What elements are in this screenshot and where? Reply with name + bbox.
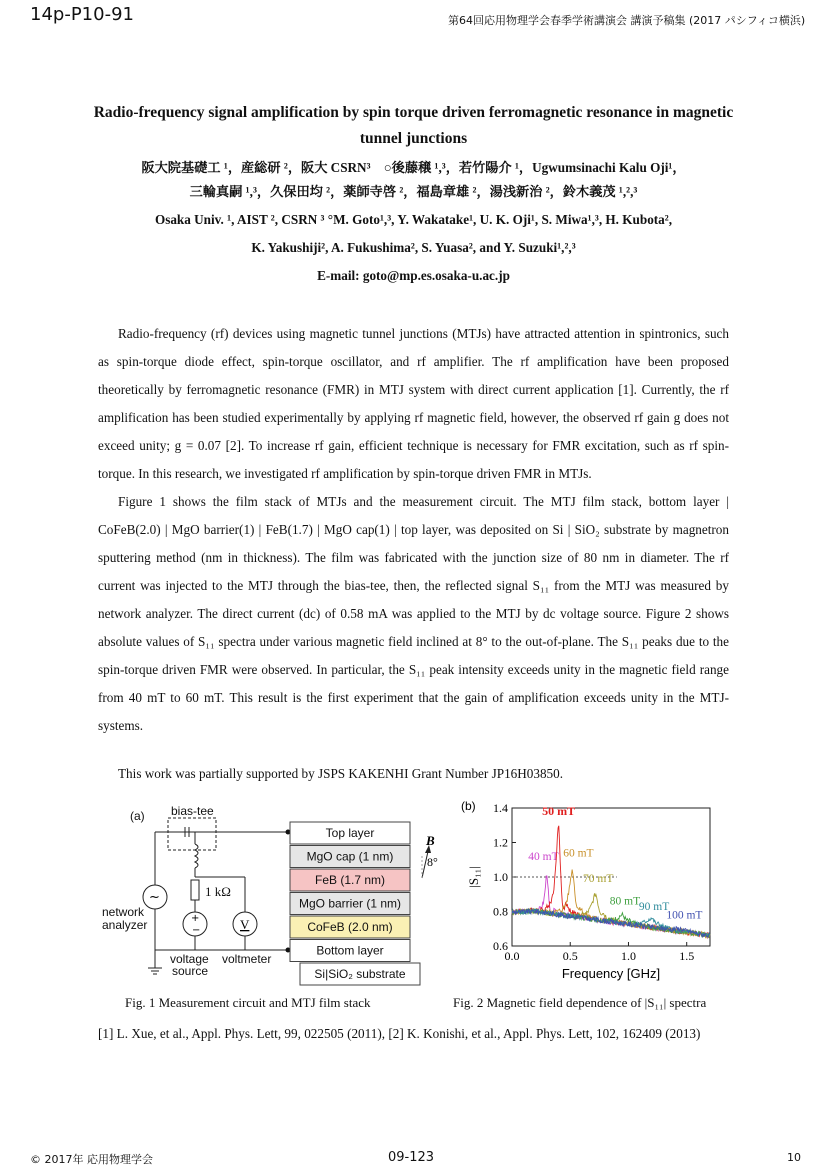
x-tick-label: 0.0 <box>504 949 520 963</box>
series-label: 100 mT <box>666 909 703 922</box>
authors-en-line2: K. Yakushiji², A. Fukushima², S. Yuasa², and Y. Suzuki¹,²,³ <box>251 240 576 255</box>
field-label: B <box>426 833 435 848</box>
layer-label-5: Bottom layer <box>316 943 384 958</box>
bias-tee-box <box>168 818 216 850</box>
film-stack <box>290 822 420 985</box>
conference-header: 第64回応用物理学会春季学術講演会 講演予稿集 (2017 パシフィコ横浜) <box>448 14 806 27</box>
plus-symbol: + <box>191 913 200 924</box>
fig1-panel-label: (a) <box>130 809 145 823</box>
body-text <box>98 320 729 740</box>
layer-label-6: Si|SiO₂ substrate <box>314 967 406 981</box>
angle-label: 8° <box>427 855 438 869</box>
paragraph-1: Radio-frequency (rf) devices using magnetic tunnel junctions (MTJs) have attracted attention in spintronics, such as spin-torque diode effect, spin-torque oscillator, and rf amplifier. The rf amplification have been proposed theoretically by ferromagnetic resonance (FMR) in MTJ system with direct current application [1]. Currently, the rf amplification has been studied experimentally by applying rf magnetic field, however, the observed rf gain g does not exceed unity; g = 0.07 [2]. To increase rf gain, efficient technique is necessary for FMR excitation, such as rf spin-torque. In this research, we investigated rf amplification by spin-torque driven FMR in MTJs. <box>98 326 729 481</box>
ac-source-symbol: ~ <box>149 890 160 905</box>
s11-chart <box>466 801 710 981</box>
network-analyzer-label-line1: network <box>102 905 145 919</box>
series-label: 90 mT <box>638 900 670 913</box>
figure-1-caption: Fig. 1 Measurement circuit and MTJ film stack <box>125 995 371 1010</box>
layer-label-3: MgO barrier (1 nm) <box>298 896 402 911</box>
x-axis-label: Frequency [GHz] <box>561 966 661 981</box>
x-tick-label: 1.5 <box>679 949 695 963</box>
voltmeter-symbol: V <box>240 917 250 932</box>
layer-label-0: Top layer <box>325 826 375 840</box>
footer-page-number: 10 <box>787 1151 801 1164</box>
minus-symbol: − <box>192 925 201 936</box>
footer-page-code: 09-123 <box>388 1150 435 1165</box>
y-tick-label: 0.6 <box>493 939 508 953</box>
x-tick-label: 1.0 <box>620 949 636 963</box>
resistor-label: 1 kΩ <box>205 884 231 899</box>
voltage-source-label-line1: voltage <box>170 952 209 966</box>
paper-title: Radio-frequency signal amplification by spin torque driven ferromagnetic resonance in magnetic tunnel junctions <box>93 104 734 147</box>
email: E-mail: goto@mp.es.osaka-u.ac.jp <box>317 268 510 283</box>
figure-2-chart <box>456 798 718 990</box>
authors-jp-line1: 阪大院基礎工 ¹，産総研 ²，阪大 CSRN³ ○後藤穣 ¹,³，若竹陽介 ¹，Ugwumsinachi Kalu Oji¹， <box>141 160 686 175</box>
y-axis-label: |S₁₁| <box>466 866 481 888</box>
layer-label-2: FeB (1.7 nm) <box>314 873 386 887</box>
series-label: 50 mT <box>542 803 576 818</box>
y-tick-label: 0.8 <box>493 904 508 919</box>
voltmeter-label: voltmeter <box>222 952 272 966</box>
footer-copyright: © 2017年 応用物理学会 <box>30 1153 153 1166</box>
bias-tee-label: bias-tee <box>171 804 214 818</box>
layer-label-1: MgO cap (1 nm) <box>306 849 394 864</box>
figure-2-caption: Fig. 2 Magnetic field dependence of |S₁₁| spectra <box>453 995 707 1010</box>
series-label: 80 mT <box>609 895 641 908</box>
fig2-panel-label: (b) <box>461 799 476 813</box>
session-id: 14p-P10-91 <box>30 4 134 25</box>
series-label: 70 mT <box>583 873 614 886</box>
authors-jp-line2: 三輪真嗣 ¹,³，久保田均 ²，薬師寺啓 ²，福島章雄 ²，湯浅新治 ²，鈴木義茂 ¹,²,³ <box>189 184 638 199</box>
acknowledgement: This work was partially supported by JSPS KAKENHI Grant Number JP16H03850. <box>118 766 564 781</box>
series-label: 40 mT <box>528 850 559 863</box>
paragraph-2: Figure 1 shows the film stack of MTJs and the measurement circuit. The MTJ film stack, bottom layer | CoFeB(2.0) | MgO barrier(1) | FeB(1.7) | MgO cap(1) | top layer, was deposited on Si | SiO₂ substrate by magnetron sputtering method (nm in thickness). The film was fabricated with the junction size of 80 nm in diameter. The rf current was injected to the MTJ through the bias-tee, then, the reflected signal S₁₁ from the MTJ was measured by network analyzer. The direct current (dc) of 0.58 mA was applied to the MTJ by dc voltage source. Figure 2 shows absolute values of S₁₁ spectra under various magnetic field inclined at 8° to the out-of-plane. The S₁₁ peaks due to the spin-torque driven FMR were observed. In particular, the S₁₁ peak intensity exceeds unity in the magnetic field range from 40 mT to 60 mT. This result is the first experiment that the gain of amplification exceeds unity in the MTJ-systems. <box>98 494 729 733</box>
y-tick-label: 1.2 <box>493 835 508 850</box>
network-analyzer-label-line2: analyzer <box>102 918 148 932</box>
references: [1] L. Xue, et al., Appl. Phys. Lett, 99, 022505 (2011), [2] K. Konishi, et al., Appl. Phys. Lett, 102, 162409 (2013) <box>98 1026 701 1041</box>
figure-1-circuit <box>100 800 440 990</box>
y-tick-label: 1.0 <box>493 870 508 884</box>
authors-en-line1: Osaka Univ. ¹, AIST ², CSRN ³ °M. Goto¹,³, Y. Wakatake¹, U. K. Oji¹, S. Miwa¹,³, H. Kubota², <box>154 212 673 227</box>
voltage-source-label-line2: source <box>172 964 209 978</box>
y-tick-label: 1.4 <box>493 801 508 815</box>
x-tick-label: 0.5 <box>562 949 578 963</box>
layer-label-4: CoFeB (2.0 nm) <box>307 920 393 934</box>
series-label: 60 mT <box>563 847 594 860</box>
